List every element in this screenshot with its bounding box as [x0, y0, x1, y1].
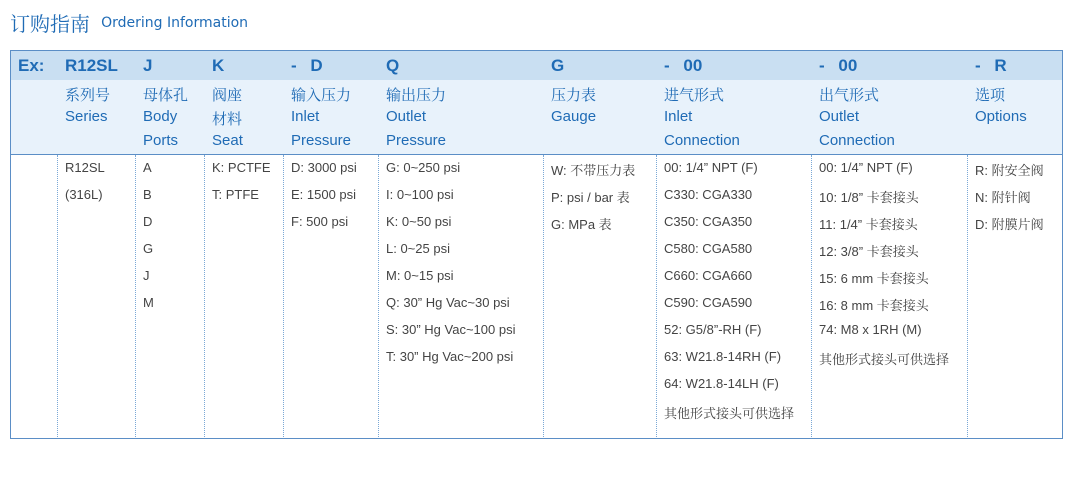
- header-series-en: Series: [65, 108, 108, 125]
- code-inlet-connection: - 00: [664, 56, 703, 75]
- header-outlet-en-2: Pressure: [386, 132, 447, 149]
- option-value: N: 附针阀: [975, 190, 1031, 205]
- inlet-connection-value: 64: W21.8-14LH (F): [664, 376, 779, 391]
- outlet-connection-value: 其他形式接头可供选择: [819, 352, 950, 367]
- inlet-connection-value: C580: CGA580: [664, 241, 753, 256]
- header-body-en-2: Ports: [143, 132, 179, 149]
- code-inlet: - D: [291, 56, 323, 75]
- header-outlet-connection-en: Outlet: [819, 108, 860, 125]
- seat-value: K: PCTFE: [212, 160, 271, 175]
- outlet-connection-value: 11: 1/4” 卡套接头: [819, 217, 918, 232]
- inlet-connection-value: 其他形式接头可供选择: [664, 406, 795, 421]
- header-options-zh: 选项: [975, 87, 1006, 104]
- header-inlet-en: Inlet: [291, 108, 320, 125]
- gauge-value: G: MPa 表: [551, 217, 612, 232]
- inlet-pressure-value: E: 1500 psi: [291, 187, 357, 202]
- body-port-value: D: [143, 214, 153, 229]
- code-outlet: Q: [386, 56, 400, 75]
- code-body: J: [143, 56, 153, 75]
- outlet-pressure-value: S: 30” Hg Vac~100 psi: [386, 322, 516, 337]
- header-inlet-connection-zh: 进气形式: [664, 87, 725, 104]
- option-value: R: 附安全阀: [975, 163, 1044, 178]
- code-seat: K: [212, 56, 225, 75]
- gauge-value: P: psi / bar 表: [551, 190, 630, 205]
- code-gauge: G: [551, 56, 565, 75]
- body-port-value: G: [143, 241, 154, 256]
- outlet-connection-value: 16: 8 mm 卡套接头: [819, 298, 929, 313]
- option-value: D: 附膜片阀: [975, 217, 1044, 232]
- code-options: - R: [975, 56, 1007, 75]
- inlet-connection-value: 52: G5/8”-RH (F): [664, 322, 762, 337]
- header-inlet-connection-en-2: Connection: [664, 132, 740, 149]
- title-zh: 订购指南: [10, 12, 90, 36]
- header-inlet-en-2: Pressure: [291, 132, 352, 149]
- inlet-pressure-value: D: 3000 psi: [291, 160, 357, 175]
- inlet-connection-value: C350: CGA350: [664, 214, 753, 229]
- header-outlet-connection-zh: 出气形式: [819, 87, 880, 104]
- header-inlet-zh: 输入压力: [291, 87, 352, 104]
- outlet-connection-value: 10: 1/8” 卡套接头: [819, 190, 919, 205]
- inlet-pressure-value: F: 500 psi: [291, 214, 349, 229]
- header-body-en: Body: [143, 108, 178, 125]
- series-value: (316L): [65, 187, 103, 202]
- outlet-connection-value: 15: 6 mm 卡套接头: [819, 271, 929, 286]
- code-outlet-connection: - 00: [819, 56, 858, 75]
- body-port-value: M: [143, 295, 154, 310]
- outlet-pressure-value: L: 0~25 psi: [386, 241, 450, 256]
- header-gauge-en: Gauge: [551, 108, 597, 125]
- header-seat-en: Seat: [212, 132, 243, 149]
- code-series: R12SL: [65, 56, 118, 75]
- header-inlet-connection-en: Inlet: [664, 108, 693, 125]
- title-en: Ordering Information: [101, 14, 249, 31]
- series-value: R12SL: [65, 160, 105, 175]
- body-port-value: A: [143, 160, 152, 175]
- header-seat-zh-2: 材料: [212, 111, 243, 128]
- body-port-value: B: [143, 187, 152, 202]
- outlet-pressure-value: K: 0~50 psi: [386, 214, 452, 229]
- header-series-zh: 系列号: [65, 87, 111, 104]
- outlet-connection-value: 12: 3/8” 卡套接头: [819, 244, 919, 259]
- outlet-pressure-value: I: 0~100 psi: [386, 187, 454, 202]
- header-outlet-zh: 输出压力: [386, 87, 447, 104]
- header-options-en: Options: [975, 108, 1027, 125]
- outlet-pressure-value: Q: 30” Hg Vac~30 psi: [386, 295, 510, 310]
- gauge-value: W: 不带压力表: [551, 163, 636, 178]
- inlet-connection-value: C660: CGA660: [664, 268, 753, 283]
- outlet-connection-value: 74: M8 x 1RH (M): [819, 322, 922, 337]
- header-body-zh: 母体孔: [143, 87, 189, 104]
- header-outlet-connection-en-2: Connection: [819, 132, 895, 149]
- header-gauge-zh: 压力表: [551, 87, 597, 104]
- header-outlet-en: Outlet: [386, 108, 427, 125]
- outlet-pressure-value: M: 0~15 psi: [386, 268, 454, 283]
- seat-value: T: PTFE: [212, 187, 259, 202]
- inlet-connection-value: C330: CGA330: [664, 187, 753, 202]
- body-port-value: J: [143, 268, 150, 283]
- header-seat-zh: 阀座: [212, 87, 243, 104]
- code-ex: Ex:: [18, 56, 45, 75]
- outlet-connection-value: 00: 1/4” NPT (F): [819, 160, 913, 175]
- page-title: [10, 8, 248, 37]
- outlet-pressure-value: T: 30” Hg Vac~200 psi: [386, 349, 514, 364]
- outlet-pressure-value: G: 0~250 psi: [386, 160, 461, 175]
- inlet-connection-value: 63: W21.8-14RH (F): [664, 349, 782, 364]
- inlet-connection-value: C590: CGA590: [664, 295, 753, 310]
- inlet-connection-value: 00: 1/4” NPT (F): [664, 160, 758, 175]
